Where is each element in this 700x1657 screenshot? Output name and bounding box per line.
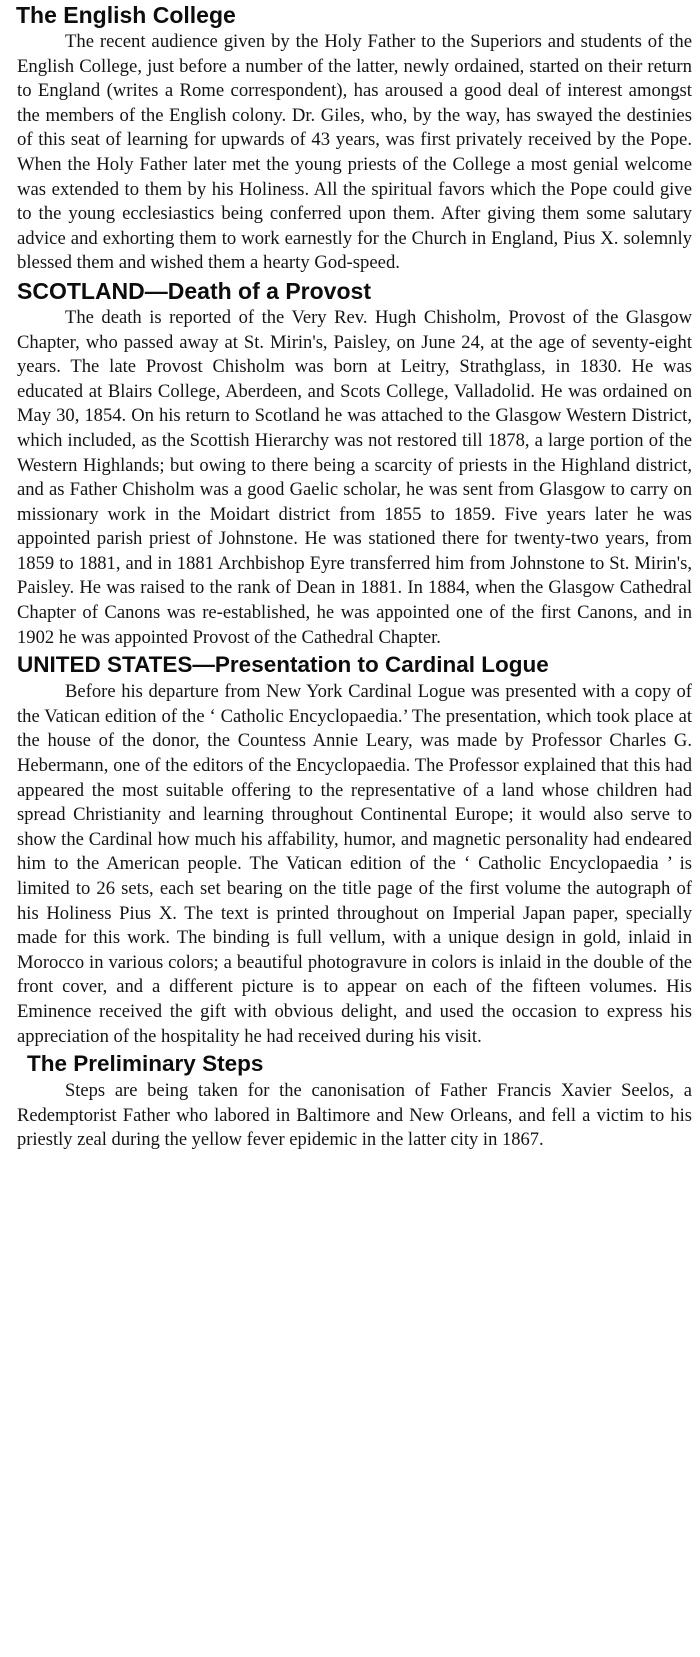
heading-united-states: UNITED STATES—Presentation to Cardinal Logue [17, 652, 549, 678]
heading-scotland: SCOTLAND—Death of a Provost [17, 277, 371, 304]
paragraph-preliminary-steps: Steps are being taken for the canonisation of Father Francis Xavier Seelos, a Redemptorist Father who labored in Baltimore and New Orleans, and fell a victim to his priestly zeal during the yellow fever epidemic in the latter city in 1867. [17, 1081, 692, 1151]
article-english-college [17, 0, 692, 276]
paragraph-scotland: The death is reported of the Very Rev. Hugh Chisholm, Provost of the Glasgow Chapter, who passed away at St. Mirin's, Paisley, on June 24, at the age of seventy-eight years. The late Provost Chisholm was born at Leitry, Strathglass, in 1830. He was educated at Blairs College, Aberdeen, and Scots College, Valladolid. He was ordained on May 30, 1854. On his return to Scotland he was attached to the Glasgow Western District, which included, as the Scottish Hierarchy was not restored till 1878, a large portion of the Western Highlands; but owing to there being a scarcity of priests in the Highland district, and as Father Chisholm was a good Gaelic scholar, he was sent from Glasgow to carry on missionary work in the Moidart district from 1855 to 1859. Five years later he was appointed parish priest of Johnstone. He was stationed there for twenty-two years, from 1859 to 1881, and in 1881 Archbishop Eyre transferred him from Johnstone to St. Mirin's, Paisley. He was raised to the rank of Dean in 1881. In 1884, when the Glasgow Cathedral Chapter of Canons was re-established, he was appointed one of the first Canons, and in 1902 he was appointed Provost of the Cathedral Chapter. [17, 306, 692, 648]
article-preliminary-steps [17, 1049, 692, 1153]
article-scotland [17, 276, 692, 650]
document-page [17, 0, 692, 1153]
article-united-states [17, 650, 692, 1049]
paragraph-united-states: Before his departure from New York Cardinal Logue was presented with a copy of the Vatican edition of the ‘ Catholic Encyclopaedia.’ The presentation, which took place at the house of the donor, the Countess Annie Leary, was made by Professor Charles G. Hebermann, one of the editors of the Encyclopaedia. The Professor explained that this had appeared the most suitable offering to the representative of a land whose children had spread Christianity and learning throughout Continental Europe; it would also serve to show the Cardinal how much his affability, humor, and magnetic personality had endeared him to the American people. The Vatican edition of the ‘ Catholic Encyclopaedia ’ is limited to 26 sets, each set bearing on the title page of the first volume the autograph of his Holiness Pius X. The text is printed throughout on Imperial Japan paper, specially made for this work. The binding is full vellum, with a unique design in gold, inlaid in Morocco in various colors; a beautiful photogravure in colors is inlaid in the double of the front cover, and a different picture is to appear on each of the fifteen volumes. His Eminence received the gift with obvious delight, and used the occasion to express his appreciation of the hospitality he had received during his visit. [17, 681, 692, 1047]
heading-english-college: The English College [16, 2, 236, 28]
heading-preliminary-steps: The Preliminary Steps [27, 1051, 264, 1077]
paragraph-english-college: The recent audience given by the Holy Father to the Superiors and students of the English College, just before a number of the latter, newly ordained, started on their return to England (writes a Rome correspondent), has aroused a good deal of interest amongst the members of the English colony. Dr. Giles, who, by the way, has swayed the destinies of this seat of learning for upwards of 43 years, was first privately received by the Pope. When the Holy Father later met the young priests of the College a most genial welcome was extended to them by his Holiness. All the spiritual favors which the Pope could give to the young ecclesiastics being conferred upon them. After giving them some salutary advice and exhorting them to work earnestly for the Church in England, Pius X. solemnly blessed them and wished them a hearty God-speed. [17, 31, 692, 274]
